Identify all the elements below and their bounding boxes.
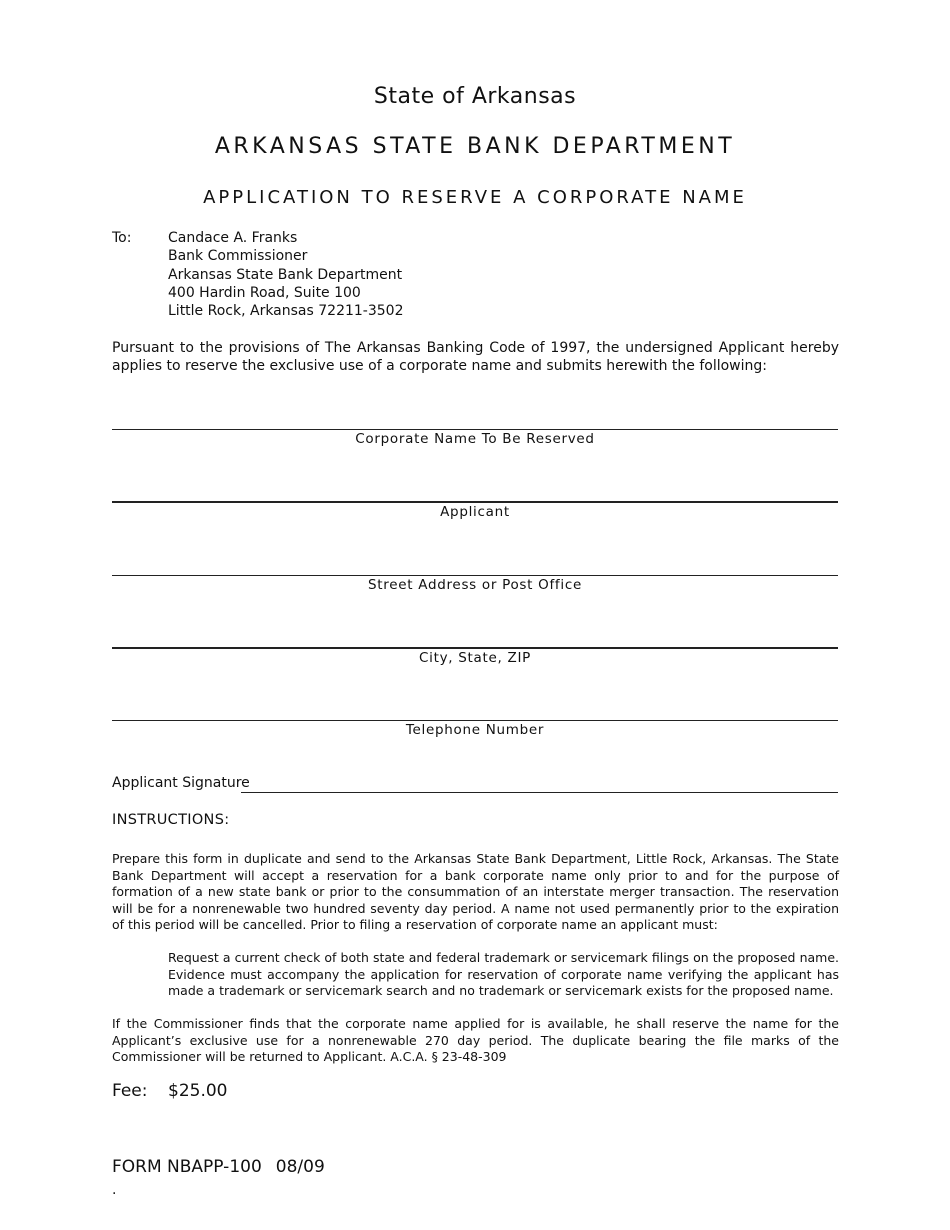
form-revision: 08/09: [275, 1157, 325, 1177]
state-title: State of Arkansas: [373, 84, 577, 109]
recipient-address: [168, 229, 403, 320]
street-address-field[interactable]: [112, 575, 838, 576]
recipient-department: Arkansas State Bank Department: [168, 266, 403, 283]
department-title: ARKANSAS STATE BANK DEPARTMENT: [214, 134, 736, 159]
form-number: FORM NBAPP-100: [112, 1157, 262, 1177]
fee-amount: $25.00: [168, 1081, 228, 1101]
instructions-indented-paragraph: Request a current check of both state and federal trademark or servicemark filings on the proposed name. Evidence must accompany the application for reservation of corporate name verifying the applicant has made a trademark or servicemark search and no trademark or servicemark exists for the proposed name.: [168, 950, 839, 998]
telephone-label: Telephone Number: [405, 722, 545, 738]
recipient-city: Little Rock, Arkansas 72211-3502: [168, 303, 404, 320]
form-title: APPLICATION TO RESERVE A CORPORATE NAME: [203, 187, 747, 208]
recipient-street: 400 Hardin Road, Suite 100: [168, 284, 361, 301]
instructions-heading: INSTRUCTIONS:: [112, 812, 230, 828]
instructions-paragraph: Prepare this form in duplicate and send to the Arkansas State Bank Department, Little Rock, Arkansas. The State Bank Department will accept a reservation for a bank corporate name only prior to and for the purpose of formation of a new state bank or prior to the consummation of an interstate merger transaction. The reservation will be for a nonrenewable two hundred seventy day period. A name not used permanently prior to the expiration of this period will be cancelled. Prior to filing a reservation of corporate name an applicant must:: [112, 851, 839, 932]
form-identifier: [112, 1157, 339, 1177]
recipient-name: Candace A. Franks: [168, 230, 298, 246]
footer-mark: .: [112, 1182, 117, 1198]
street-address-label: Street Address or Post Office: [368, 577, 582, 593]
intro-paragraph: Pursuant to the provisions of The Arkansas Banking Code of 1997, the undersigned Applicant hereby applies to reserve the exclusive use of a corporate name and submits herewith the following:: [112, 340, 839, 374]
to-label: To:: [112, 230, 132, 246]
signature-label: Applicant Signature: [112, 775, 250, 791]
corporate-name-field[interactable]: [112, 429, 838, 430]
applicant-label: Applicant: [440, 504, 510, 520]
city-state-zip-field[interactable]: [112, 647, 838, 649]
commissioner-paragraph: If the Commissioner finds that the corporate name applied for is available, he shall reserve the name for the Applicant’s exclusive use for a nonrenewable 270 day period. The duplicate bearing the file marks of the Commissioner will be returned to Applicant. A.C.A. § 23-48-309: [112, 1016, 839, 1064]
corporate-name-label: Corporate Name To Be Reserved: [355, 431, 595, 447]
fee-label: Fee:: [112, 1081, 148, 1101]
telephone-field[interactable]: [112, 720, 838, 721]
applicant-field[interactable]: [112, 501, 838, 503]
city-state-zip-label: City, State, ZIP: [419, 650, 531, 666]
signature-field[interactable]: [241, 792, 838, 793]
recipient-title: Bank Commissioner: [168, 248, 308, 265]
